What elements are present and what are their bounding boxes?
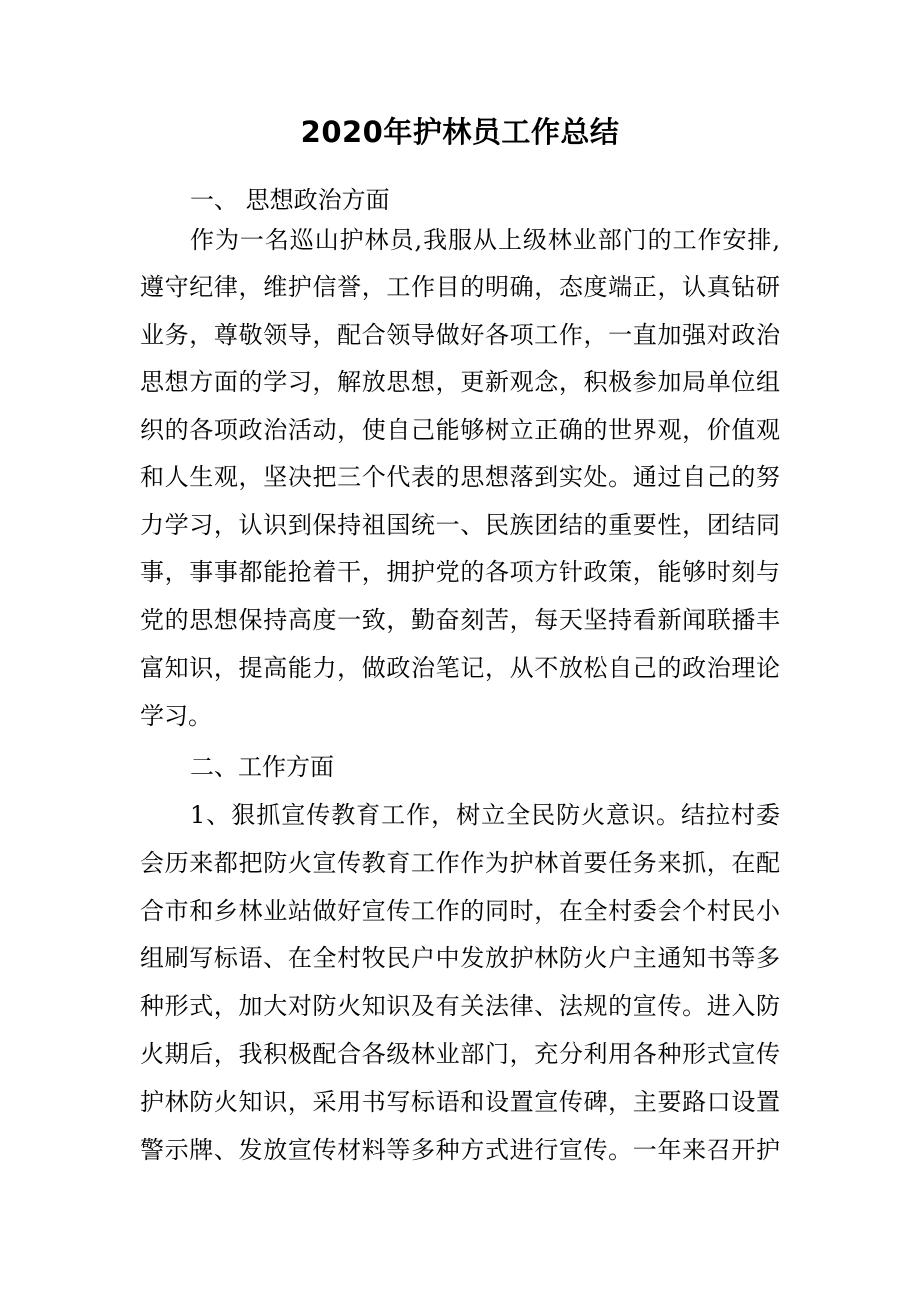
text-line: 思想方面的学习，解放思想，更新观念，积极参加局单位组 — [140, 368, 780, 396]
text-line: 合市和乡林业站做好宣传工作的同时，在全村委会个村民小 — [140, 897, 780, 925]
text-line: 种形式，加大对防火知识及有关法律、法规的宣传。进入防 — [140, 992, 780, 1020]
text-line: 织的各项政治活动，使自己能够树立正确的世界观，价值观 — [140, 416, 780, 444]
section-heading-1: 一、 思想政治方面 — [190, 186, 390, 214]
text-line: 和人生观，坚决把三个代表的思想落到实处。通过自己的努 — [140, 463, 780, 491]
text-line: 会历来都把防火宣传教育工作作为护林首要任务来抓，在配 — [140, 849, 780, 877]
text-line: 事，事事都能抢着干，拥护党的各项方针政策，能够时刻与 — [140, 558, 780, 586]
text-line: 组刷写标语、在全村牧民户中发放护林防火户主通知书等多 — [140, 944, 780, 972]
text-line: 富知识，提高能力，做政治笔记，从不放松自己的政治理论 — [140, 654, 780, 682]
text-line: 学习。 — [140, 702, 212, 730]
text-line: 警示牌、发放宣传材料等多种方式进行宣传。一年来召开护 — [140, 1136, 780, 1164]
text-line: 党的思想保持高度一致，勤奋刻苦，每天坚持看新闻联播丰 — [140, 606, 780, 634]
text-line: 护林防火知识，采用书写标语和设置宣传碑，主要路口设置 — [140, 1088, 780, 1116]
section-heading-2: 二、工作方面 — [190, 753, 334, 781]
text-line: 作为一名巡山护林员,我服从上级林业部门的工作安排, — [190, 226, 780, 254]
text-line: 火期后，我积极配合各级林业部门，充分利用各种形式宣传 — [140, 1040, 780, 1068]
text-line: 业务，尊敬领导，配合领导做好各项工作，一直加强对政治 — [140, 321, 780, 349]
text-line: 1、狠抓宣传教育工作，树立全民防火意识。结拉村委 — [190, 801, 780, 829]
text-line: 遵守纪律，维护信誉，工作目的明确，态度端正，认真钻研 — [140, 273, 780, 301]
document-title: 2020年护林员工作总结 — [300, 115, 620, 149]
text-line: 力学习，认识到保持祖国统一、民族团结的重要性，团结同 — [140, 511, 780, 539]
